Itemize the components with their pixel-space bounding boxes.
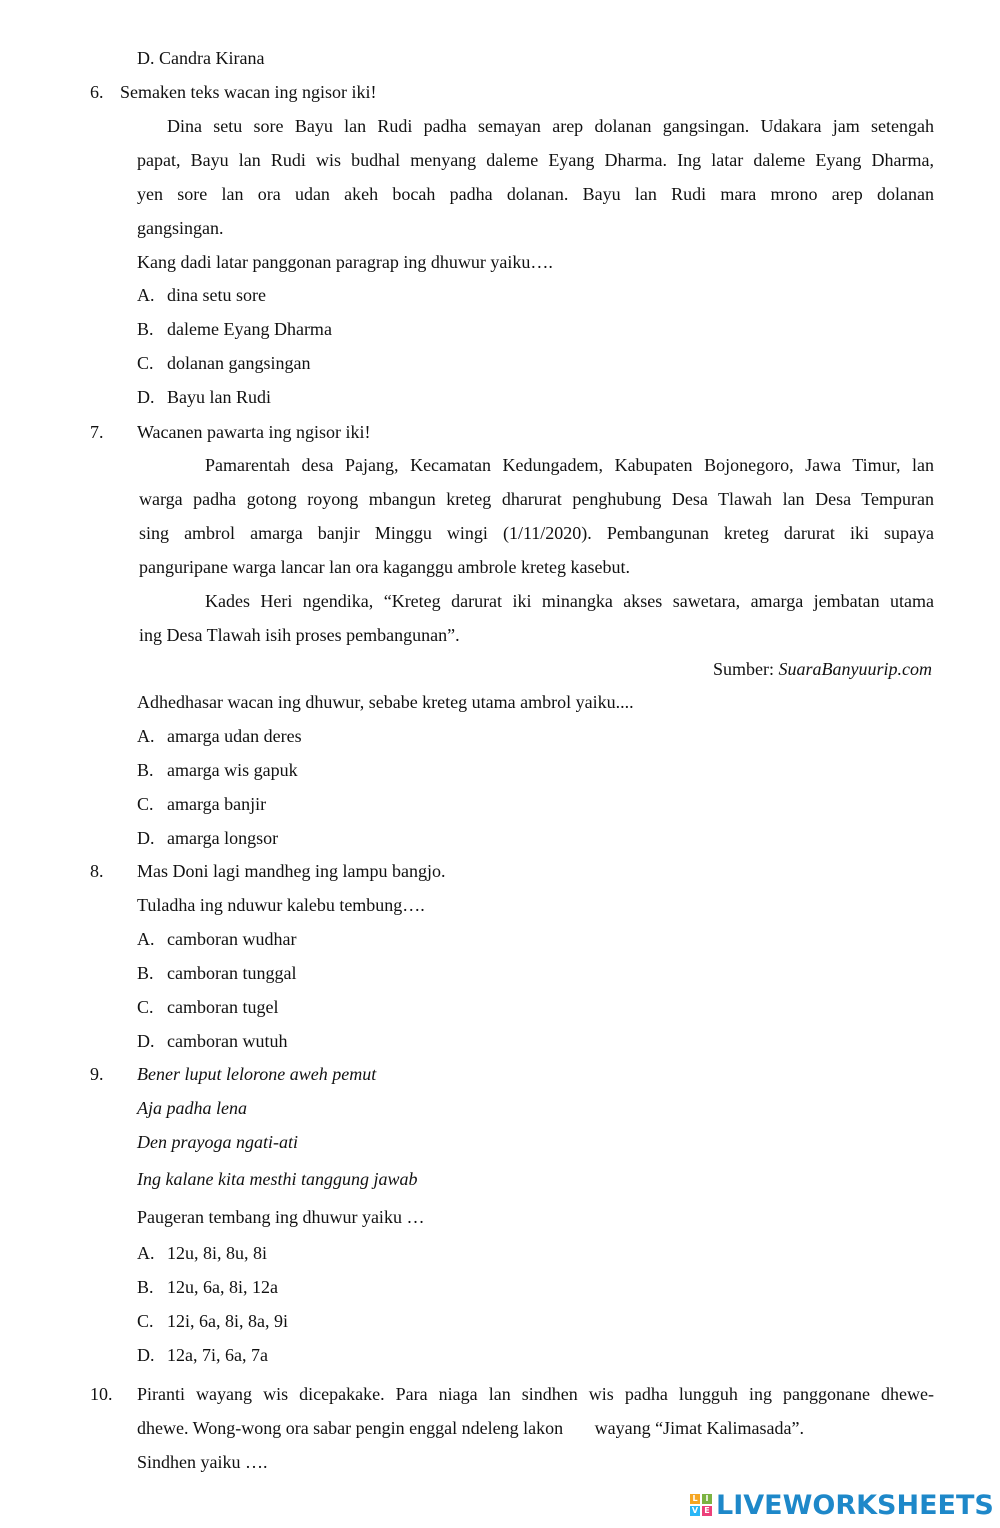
q6-option-d[interactable]: D. Bayu lan Rudi (137, 387, 271, 407)
q9-option-a[interactable]: A. 12u, 8i, 8u, 8i (137, 1243, 268, 1263)
logo-grid-cell: V (691, 1506, 699, 1515)
logo-grid-icon (690, 1494, 712, 1516)
q9-verse-line: Bener luput lelorone aweh pemut (137, 1064, 377, 1084)
q6-prompt: Semaken teks wacan ing ngisor iki! (120, 82, 377, 102)
q9-verse-line: Ing kalane kita mesthi tanggung jawab (137, 1169, 418, 1189)
q6-passage-line: Dina setu sore Bayu lan Rudi padha semayan arep dolanan gangsingan. Udakara jam setengah (167, 116, 934, 136)
q10-passage-line: Piranti wayang wis dicepakake. Para niaga lan sindhen wis padha lungguh ing panggonane dhewe- (137, 1384, 934, 1404)
logo-grid-cell: L (690, 1494, 700, 1504)
q7-passage-line: ing Desa Tlawah isih proses pembangunan”. (139, 625, 460, 645)
q6-passage-line: yen sore lan ora udan akeh bocah padha dolanan. Bayu lan Rudi mara mrono arep dolanan (137, 184, 934, 204)
logo-grid-cell: E (702, 1506, 712, 1516)
q7-passage-line: sing ambrol amarga banjir Minggu wingi (1/11/2020). Pembangunan kreteg darurat iki supaya (139, 523, 934, 543)
logo-grid-cell: I (702, 1494, 712, 1504)
q10-passage-line: dhewe. Wong-wong ora sabar pengin enggal ndeleng lakon wayang “Jimat Kalimasada”. (137, 1418, 805, 1438)
q8-number: 8. (90, 861, 104, 881)
q6-question: Kang dadi latar panggonan paragrap ing dhuwur yaiku…. (137, 252, 553, 272)
liveworksheets-logo (690, 1488, 994, 1522)
q9-verse-line: Aja padha lena (137, 1098, 247, 1118)
q7-passage-line: warga padha gotong royong mbangun kreteg dharurat penghubung Desa Tlawah lan Desa Tempuran (139, 489, 934, 509)
q7-option-b[interactable]: B. amarga wis gapuk (137, 760, 298, 780)
q7-option-d[interactable]: D. amarga longsor (137, 828, 279, 848)
q9-option-c[interactable]: C. 12i, 6a, 8i, 8a, 9i (137, 1311, 288, 1331)
q9-option-d[interactable]: D. 12a, 7i, 6a, 7a (137, 1345, 268, 1365)
q8-option-b[interactable]: B. camboran tunggal (137, 963, 297, 983)
q7-prompt: Wacanen pawarta ing ngisor iki! (137, 422, 371, 442)
q6-passage-line: gangsingan. (137, 218, 224, 238)
q7-passage-line: Pamarentah desa Pajang, Kecamatan Kedungadem, Kabupaten Bojonegoro, Jawa Timur, lan (205, 455, 934, 475)
q7-option-a[interactable]: A. amarga udan deres (137, 726, 302, 746)
q8-option-d[interactable]: D. camboran wutuh (137, 1031, 288, 1051)
q7-source: Sumber: SuaraBanyuurip.com (713, 659, 932, 679)
q6-passage-line: papat, Bayu lan Rudi wis budhal menyang daleme Eyang Dharma. Ing latar daleme Eyang Dharma, (137, 150, 934, 170)
q7-source-name: SuaraBanyuurip.com (778, 659, 932, 679)
q8-question: Tuladha ing nduwur kalebu tembung…. (137, 895, 425, 915)
q8-option-a[interactable]: A. camboran wudhar (137, 929, 297, 949)
q10-question: Sindhen yaiku …. (137, 1452, 268, 1472)
q7-number: 7. (90, 422, 104, 442)
q7-passage-line: panguripane warga lancar lan ora kaganggu ambrole kreteg kasebut. (139, 557, 630, 577)
q7-option-c[interactable]: C. amarga banjir (137, 794, 267, 814)
q9-number: 9. (90, 1064, 104, 1084)
q6-number: 6. (90, 82, 104, 102)
q6-option-a[interactable]: A. dina setu sore (137, 285, 266, 305)
q7-passage-line: Kades Heri ngendika, “Kreteg darurat iki minangka akses sawetara, amarga jembatan utama (205, 591, 934, 611)
q10-number: 10. (90, 1384, 113, 1404)
q6-option-b[interactable]: B. daleme Eyang Dharma (137, 319, 332, 339)
logo-text: LIVEWORKSHEETS (716, 1489, 994, 1521)
q9-option-b[interactable]: B. 12u, 6a, 8i, 12a (137, 1277, 278, 1297)
q8-option-c[interactable]: C. camboran tugel (137, 997, 279, 1017)
q9-question: Paugeran tembang ing dhuwur yaiku … (137, 1207, 425, 1227)
q7-question: Adhedhasar wacan ing dhuwur, sebabe kreteg utama ambrol yaiku.... (137, 692, 634, 712)
q9-verse-line: Den prayoga ngati-ati (137, 1132, 298, 1152)
q6-option-c[interactable]: C. dolanan gangsingan (137, 353, 311, 373)
q8-sentence: Mas Doni lagi mandheg ing lampu bangjo. (137, 861, 446, 881)
prev-option-d: D. Candra Kirana (137, 48, 265, 68)
